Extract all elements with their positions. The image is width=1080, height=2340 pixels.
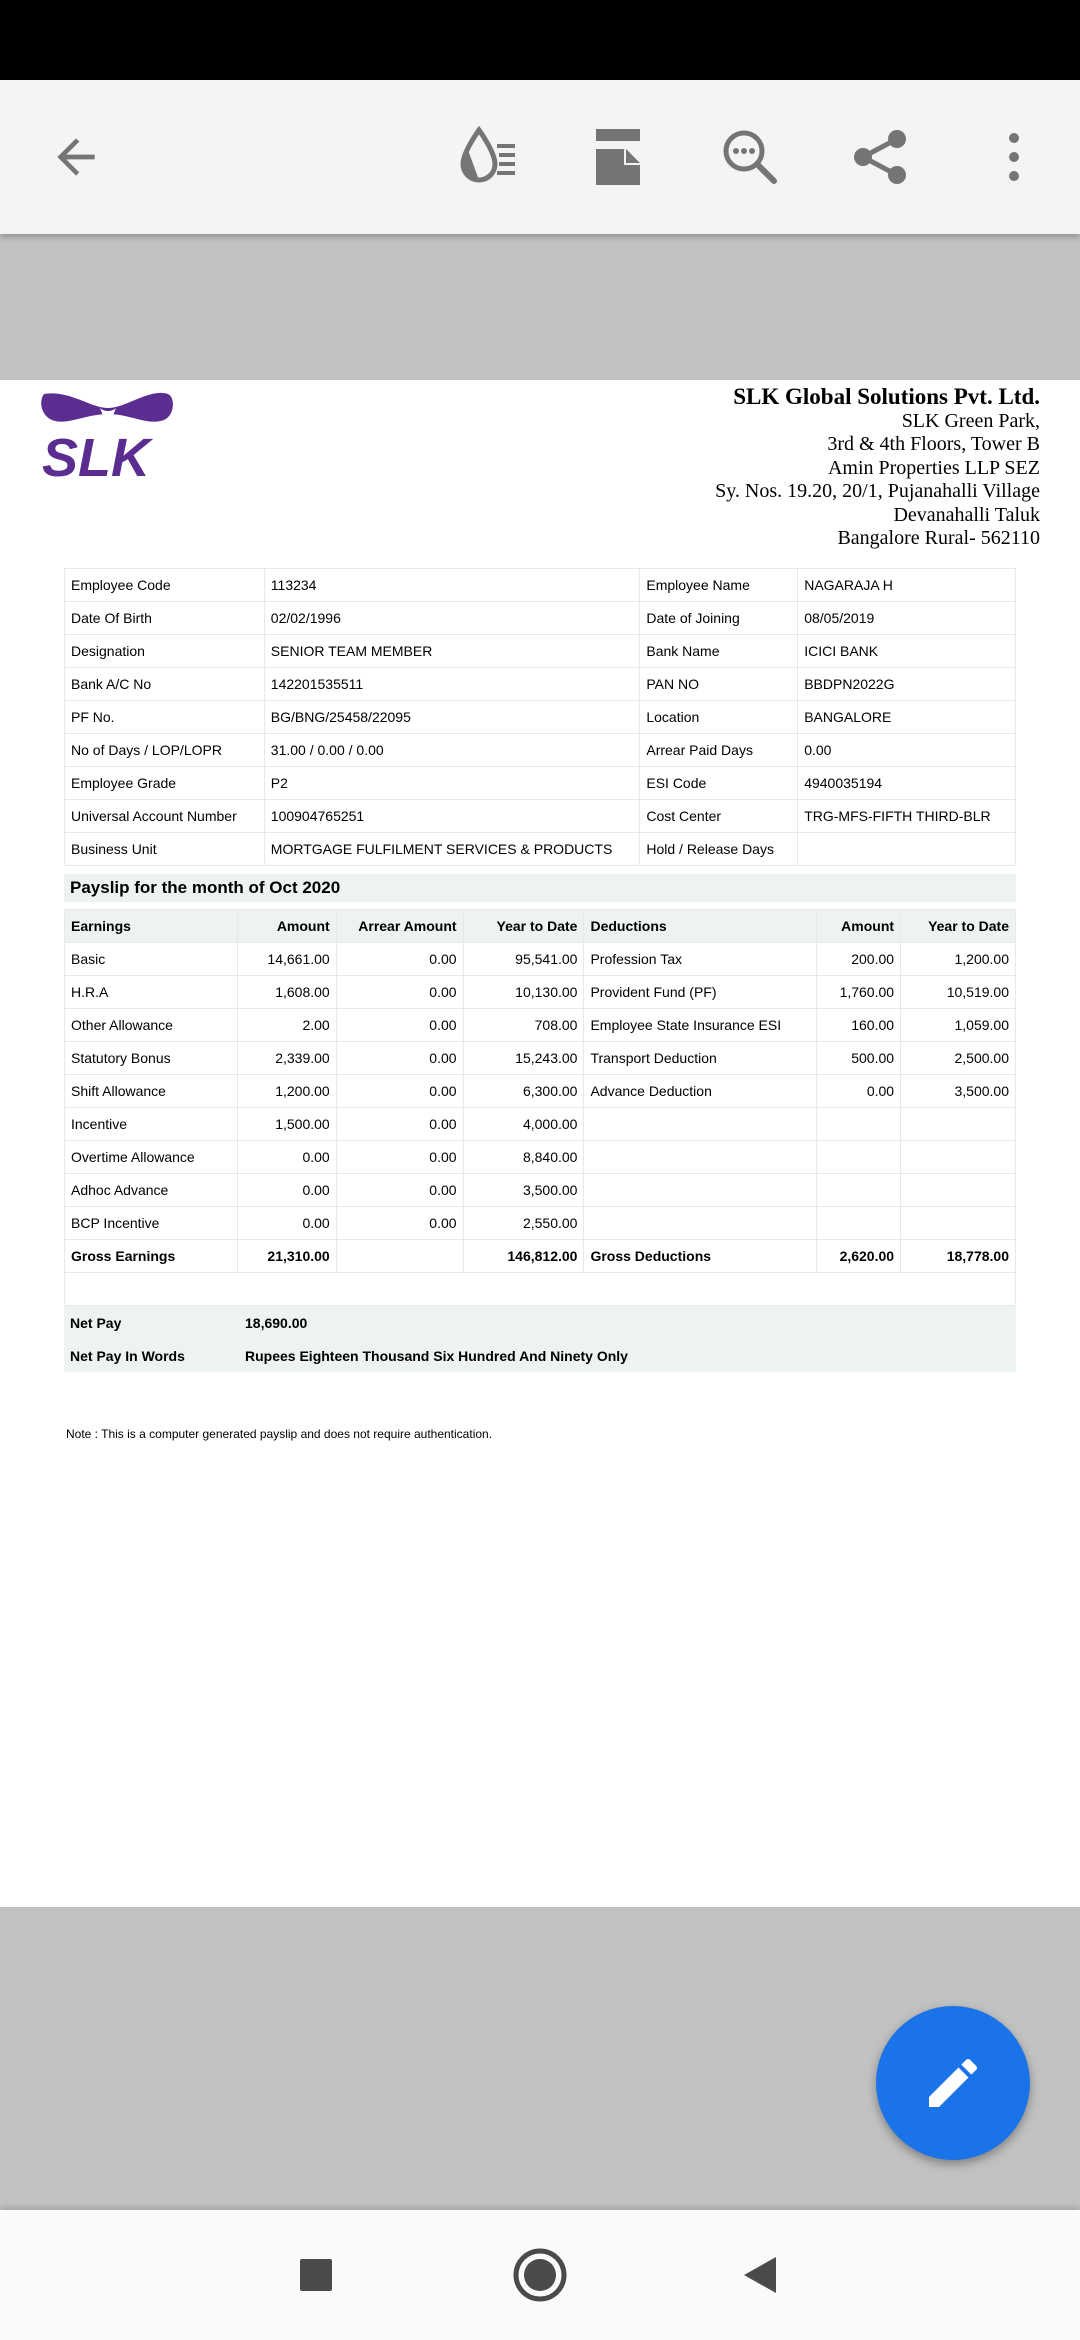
deduction-name: Employee State Insurance ESI [584, 1009, 817, 1042]
slk-logo [40, 386, 180, 486]
info-value: 0.00 [798, 734, 1016, 767]
header-deductions: Deductions [584, 910, 817, 943]
employee-info-row [65, 635, 1016, 668]
info-value: 113234 [264, 569, 640, 602]
info-label: No of Days / LOP/LOPR [65, 734, 265, 767]
earning-amount: 0.00 [237, 1141, 336, 1174]
app-toolbar [0, 80, 1080, 234]
table-row [65, 1207, 1016, 1240]
address-line: Bangalore Rural- 562110 [837, 527, 1040, 550]
arrear-amount: 0.00 [336, 1108, 463, 1141]
net-pay-row [64, 1306, 1016, 1339]
arrear-amount: 0.00 [336, 1042, 463, 1075]
total-deduction-ytd: 18,778.00 [901, 1240, 1016, 1273]
table-row [65, 1075, 1016, 1108]
info-value [798, 833, 1016, 866]
edit-pencil-icon [921, 2051, 985, 2115]
total-earning-name: Gross Earnings [65, 1240, 238, 1273]
arrear-amount: 0.00 [336, 1009, 463, 1042]
deduction-ytd [901, 1174, 1016, 1207]
deduction-name [584, 1174, 817, 1207]
net-pay-value: 18,690.00 [245, 1314, 308, 1331]
totals-row [65, 1240, 1016, 1273]
arrear-amount: 0.00 [336, 976, 463, 1009]
info-label: Business Unit [65, 833, 265, 866]
total-earning-ytd: 146,812.00 [463, 1240, 584, 1273]
deduction-ytd: 3,500.00 [901, 1075, 1016, 1108]
info-value: 02/02/1996 [264, 602, 640, 635]
info-value: 08/05/2019 [798, 602, 1016, 635]
info-label: Cost Center [640, 800, 798, 833]
deduction-name: Transport Deduction [584, 1042, 817, 1075]
payslip-title: Payslip for the month of Oct 2020 [64, 874, 1016, 902]
header-arrear-amount: Arrear Amount [336, 910, 463, 943]
status-bar [0, 0, 1080, 80]
system-nav-bar [0, 2210, 1080, 2340]
footer-note: Note : This is a computer generated payslip and does not require authentication. [66, 1427, 493, 1441]
header-deduction-amount: Amount [817, 910, 901, 943]
employee-info-row [65, 668, 1016, 701]
spacer-cell [65, 1273, 1016, 1306]
info-label: Location [640, 701, 798, 734]
deduction-name [584, 1207, 817, 1240]
info-value: SENIOR TEAM MEMBER [264, 635, 640, 668]
earning-amount: 0.00 [237, 1207, 336, 1240]
back-triangle-icon[interactable] [730, 2245, 790, 2305]
header-year-to-date: Year to Date [463, 910, 584, 943]
earning-name: H.R.A [65, 976, 238, 1009]
earning-ytd: 10,130.00 [463, 976, 584, 1009]
total-deduction-name: Gross Deductions [584, 1240, 817, 1273]
employee-info-row [65, 767, 1016, 800]
table-row [65, 1042, 1016, 1075]
deduction-name: Profession Tax [584, 943, 817, 976]
employee-info-row [65, 734, 1016, 767]
employee-info-row [65, 833, 1016, 866]
address-line: Devanahalli Taluk [893, 503, 1040, 526]
table-row [65, 976, 1016, 1009]
info-value: MORTGAGE FULFILMENT SERVICES & PRODUCTS [264, 833, 640, 866]
arrear-amount: 0.00 [336, 943, 463, 976]
net-pay-words-row [64, 1339, 1016, 1372]
info-label: Hold / Release Days [640, 833, 798, 866]
pdf-page [0, 380, 1080, 1907]
info-label: Employee Name [640, 569, 798, 602]
info-value: BG/BNG/25458/22095 [264, 701, 640, 734]
earning-name: Basic [65, 943, 238, 976]
info-label: PF No. [65, 701, 265, 734]
earning-name: Incentive [65, 1108, 238, 1141]
reading-mode-icon[interactable] [448, 117, 528, 197]
info-label: Date of Joining [640, 602, 798, 635]
deduction-ytd [901, 1207, 1016, 1240]
deduction-amount [817, 1108, 901, 1141]
address-line: Sy. Nos. 19.20, 20/1, Pujanahalli Village [715, 480, 1040, 503]
total-deduction-amount: 2,620.00 [817, 1240, 901, 1273]
earning-ytd: 708.00 [463, 1009, 584, 1042]
info-label: Employee Grade [65, 767, 265, 800]
info-label: Arrear Paid Days [640, 734, 798, 767]
info-value: BBDPN2022G [798, 668, 1016, 701]
earning-name: Statutory Bonus [65, 1042, 238, 1075]
info-label: Date Of Birth [65, 602, 265, 635]
deduction-amount: 1,760.00 [817, 976, 901, 1009]
employee-info-row [65, 701, 1016, 734]
info-value: 31.00 / 0.00 / 0.00 [264, 734, 640, 767]
net-pay-table [64, 1306, 1016, 1372]
earning-ytd: 6,300.00 [463, 1075, 584, 1108]
earning-ytd: 2,550.00 [463, 1207, 584, 1240]
deduction-amount [817, 1141, 901, 1174]
earning-name: Adhoc Advance [65, 1174, 238, 1207]
table-row [65, 1009, 1016, 1042]
earning-name: Other Allowance [65, 1009, 238, 1042]
earnings-deductions-table [64, 909, 1016, 1306]
table-row [65, 1174, 1016, 1207]
earning-amount: 1,200.00 [237, 1075, 336, 1108]
info-value: BANGALORE [798, 701, 1016, 734]
earning-name: Shift Allowance [65, 1075, 238, 1108]
info-label: Universal Account Number [65, 800, 265, 833]
info-value: ICICI BANK [798, 635, 1016, 668]
header-earnings: Earnings [65, 910, 238, 943]
table-row [65, 943, 1016, 976]
earning-ytd: 15,243.00 [463, 1042, 584, 1075]
earning-amount: 0.00 [237, 1174, 336, 1207]
header-amount: Amount [237, 910, 336, 943]
address-line: 3rd & 4th Floors, Tower B [827, 433, 1040, 456]
deduction-amount: 0.00 [817, 1075, 901, 1108]
info-value: 4940035194 [798, 767, 1016, 800]
deduction-ytd: 2,500.00 [901, 1042, 1016, 1075]
earning-name: Overtime Allowance [65, 1141, 238, 1174]
info-value: TRG-MFS-FIFTH THIRD-BLR [798, 800, 1016, 833]
deduction-ytd: 1,200.00 [901, 943, 1016, 976]
deduction-ytd: 10,519.00 [901, 976, 1016, 1009]
net-pay-words: Rupees Eighteen Thousand Six Hundred And Ninety Only [245, 1347, 628, 1364]
earning-amount: 1,500.00 [237, 1108, 336, 1141]
back-arrow-icon[interactable] [36, 117, 116, 197]
table-row [65, 1141, 1016, 1174]
earning-amount: 14,661.00 [237, 943, 336, 976]
info-label: Employee Code [65, 569, 265, 602]
info-label: Bank Name [640, 635, 798, 668]
net-pay-label: Net Pay [70, 1314, 122, 1331]
earning-amount: 1,608.00 [237, 976, 336, 1009]
employee-info-table [64, 568, 1016, 866]
deduction-ytd [901, 1141, 1016, 1174]
earning-ytd: 4,000.00 [463, 1108, 584, 1141]
earning-ytd: 95,541.00 [463, 943, 584, 976]
earning-ytd: 8,840.00 [463, 1141, 584, 1174]
deduction-name [584, 1108, 817, 1141]
more-vert-icon[interactable] [974, 117, 1054, 197]
deduction-amount: 160.00 [817, 1009, 901, 1042]
deduction-ytd: 1,059.00 [901, 1009, 1016, 1042]
home-circle-icon[interactable] [510, 2245, 570, 2305]
deduction-amount: 500.00 [817, 1042, 901, 1075]
spacer-row [65, 1273, 1016, 1306]
logo-text: SLK [42, 428, 150, 486]
info-value: P2 [264, 767, 640, 800]
total-earning-amount: 21,310.00 [237, 1240, 336, 1273]
page-view-icon[interactable] [578, 117, 658, 197]
company-name: SLK Global Solutions Pvt. Ltd. [733, 384, 1040, 409]
share-icon[interactable] [840, 117, 920, 197]
deduction-amount [817, 1207, 901, 1240]
info-label: Bank A/C No [65, 668, 265, 701]
arrear-amount: 0.00 [336, 1174, 463, 1207]
earning-amount: 2.00 [237, 1009, 336, 1042]
deduction-name: Provident Fund (PF) [584, 976, 817, 1009]
deduction-name: Advance Deduction [584, 1075, 817, 1108]
info-label: ESI Code [640, 767, 798, 800]
info-value: 100904765251 [264, 800, 640, 833]
info-value: NAGARAJA H [798, 569, 1016, 602]
deduction-name [584, 1141, 817, 1174]
arrear-amount: 0.00 [336, 1075, 463, 1108]
deduction-amount [817, 1174, 901, 1207]
deduction-amount: 200.00 [817, 943, 901, 976]
address-line: Amin Properties LLP SEZ [827, 456, 1040, 479]
header-deduction-ytd: Year to Date [901, 910, 1016, 943]
employee-info-row [65, 569, 1016, 602]
deduction-ytd [901, 1108, 1016, 1141]
earning-ytd: 3,500.00 [463, 1174, 584, 1207]
info-label: PAN NO [640, 668, 798, 701]
arrear-amount: 0.00 [336, 1207, 463, 1240]
table-header-row [65, 910, 1016, 943]
total-arrear-amount [336, 1240, 463, 1273]
company-address-block [715, 384, 1040, 550]
search-icon[interactable] [710, 117, 790, 197]
address-line: SLK Green Park, [901, 410, 1040, 432]
arrear-amount: 0.00 [336, 1141, 463, 1174]
info-label: Designation [65, 635, 265, 668]
table-row [65, 1108, 1016, 1141]
earning-name: BCP Incentive [65, 1207, 238, 1240]
net-pay-words-label: Net Pay In Words [70, 1347, 185, 1364]
info-value: 142201535511 [264, 668, 640, 701]
recents-square-icon[interactable] [286, 2245, 346, 2305]
employee-info-row [65, 602, 1016, 635]
edit-fab-button[interactable] [876, 2006, 1030, 2160]
employee-info-row [65, 800, 1016, 833]
earning-amount: 2,339.00 [237, 1042, 336, 1075]
